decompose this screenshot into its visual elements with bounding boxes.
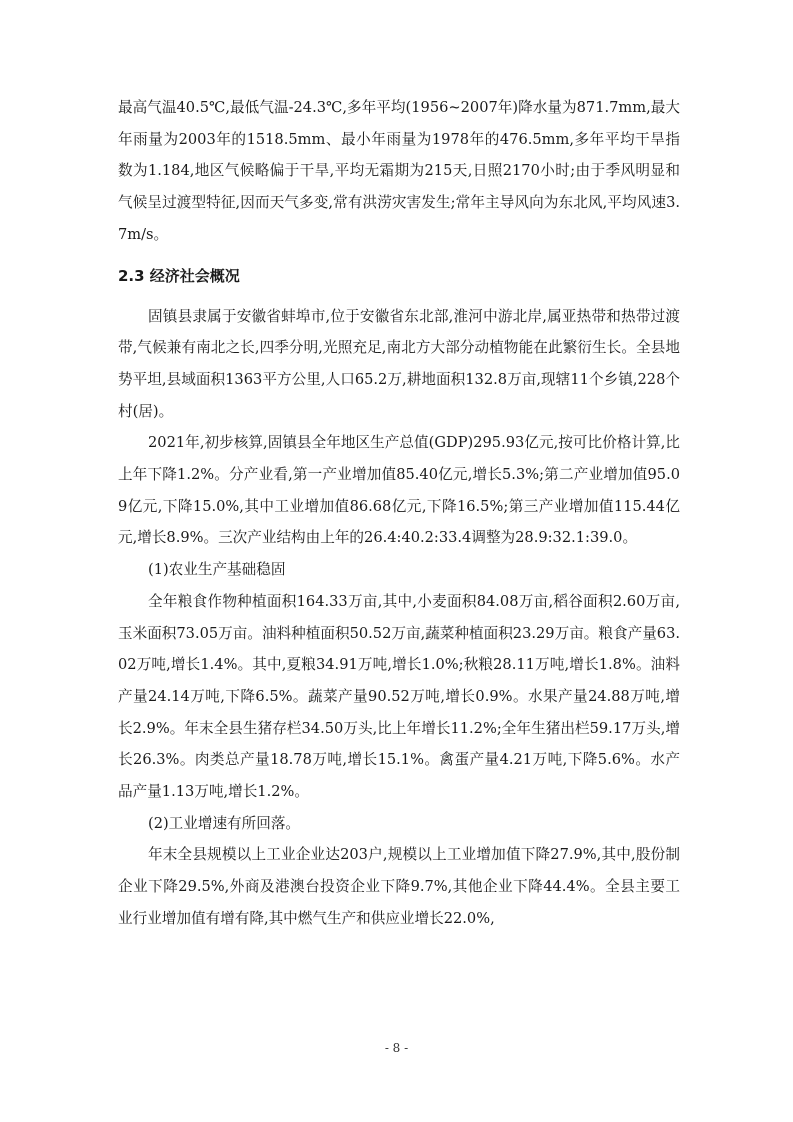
section-heading: 2.3 经济社会概况 [118,266,240,285]
page-number: - 8 - [384,1041,409,1055]
paragraph-climate: 最高气温40.5℃,最低气温-24.3℃,多年平均(1956~2007年)降水量为871.7mm,最大年雨量为2003年的1518.5mm、最小年雨量为1978年的476.5mm,多年平均干旱指数为1.184,地区气候略偏于干旱,平均无霜期为215天,日照2170小时;由于季风明显和气候呈过渡型特征,因而天气多变,常有洪涝灾害发生;常年主导风向为东北风,平均风速3.7m/s。 [118,99,680,243]
subheading-agriculture: (1)农业生产基础稳固 [148,561,286,579]
paragraph-industry: 年末全县规模以上工业企业达203户,规模以上工业增加值下降27.9%,其中,股份制企业下降29.5%,外商及港澳台投资企业下降9.7%,其他企业下降44.4%。全县主要工业行业增加值有增有降,其中燃气生产和供应业增长22.0%, [118,846,680,927]
paragraph-gdp: 2021年,初步核算,固镇县全年地区生产总值(GDP)295.93亿元,按可比价格计算,比上年下降1.2%。分产业看,第一产业增加值85.40亿元,增长5.3%;第二产业增加值95.09亿元,下降15.0%,其中工业增加值86.68亿元,下降16.5%;第三产业增加值115.44亿元,增长8.9%。三次产业结构由上年的26.4:40.2:33.4调整为28.9:32.1:39.0。 [118,434,680,547]
paragraph-county-overview: 固镇县隶属于安徽省蚌埠市,位于安徽省东北部,淮河中游北岸,属亚热带和热带过渡带,气候兼有南北之长,四季分明,光照充足,南北方大部分动植物能在此繁衍生长。全县地势平坦,县域面积1363平方公里,人口65.2万,耕地面积132.8万亩,现辖11个乡镇,228个村(居)。 [118,307,680,420]
page-content [118,92,680,935]
subheading-industry: (2)工业增速有所回落。 [148,814,301,832]
paragraph-agriculture: 全年粮食作物种植面积164.33万亩,其中,小麦面积84.08万亩,稻谷面积2.60万亩,玉米面积73.05万亩。油料种植面积50.52万亩,蔬菜种植面积23.29万亩。粮食产量63.02万吨,增长1.4%。其中,夏粮34.91万吨,增长1.0%;秋粮28.11万吨,增长1.8%。油料产量24.14万吨,下降6.5%。蔬菜产量90.52万吨,增长0.9%。水果产量24.88万吨,增长2.9%。年末全县生猪存栏34.50万头,比上年增长11.2%;全年生猪出栏59.17万头,增长26.3%。肉类总产量18.78万吨,增长15.1%。禽蛋产量4.21万吨,下降5.6%。水产品产量1.13万吨,增长1.2%。 [118,592,680,801]
